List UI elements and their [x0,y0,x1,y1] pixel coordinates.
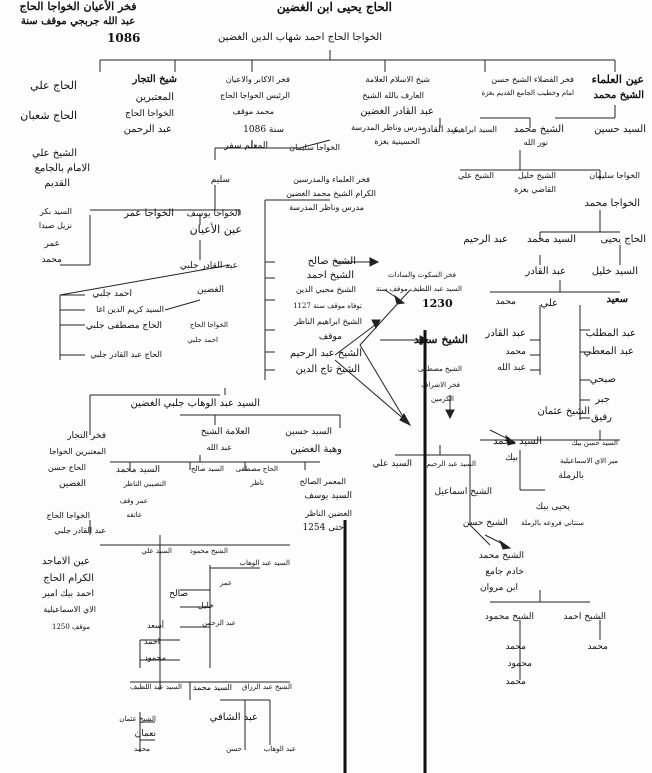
husayniya: الحسينية بغزة [374,137,420,146]
khawaja-sulayman: الخواجا سليمان [589,171,640,180]
fakhr-akabir: فخر الاكابر والاعيان [225,75,290,84]
ghusayn-b: الغضين [197,285,224,295]
imam-khatib: امام وخطيب الجامع القديم بغزة [481,89,574,97]
imam-jami: الامام بالجامع [34,163,90,174]
hajj-hasan: الحاج حسن [47,463,86,472]
salim: سليم [210,175,230,185]
muhammad-e: محمد [587,642,608,652]
rafiq: رفيق [591,412,612,423]
sayyid-abd-wahhab-f: السيد عبد الوهاب [239,559,290,567]
khawaja-umar: الخواجا عمر [124,208,174,219]
abd-qadir-ghusayn: عبد القادر الغضين [360,106,434,117]
mudarris: مدرس وناظر المدرسة [351,123,426,132]
sayyid-husayn-e: السيد حسين [285,427,332,437]
khawaja-muhammad: الخواجا محمد [584,198,640,209]
shaykh-khalil: الشيخ خليل [518,171,556,180]
ghusayn-nazir: الغضين الناظر [305,509,352,518]
root-name: الحاج يحيى ابن الغضين [276,0,392,14]
umar-b: عمر [44,239,60,249]
mir-alay: مير الاي الاسماعيلية [559,457,618,465]
umar-wuqf: عمر وقف [119,497,148,505]
khalil-f: خليل [197,601,214,610]
fakhr-ashraf: فخر الاشراف [421,381,460,389]
abd-muti: عبد المعطي [583,346,634,357]
ghusayn-e: الغضين [59,479,86,489]
shaykh-mahmud: الشيخ محمود [484,612,534,622]
abd-qadir-a2: عبد القادر [525,266,566,277]
abd-rahman: عبد الرحمن [123,124,172,135]
wahba: وهبة الغضين [290,444,342,455]
shaykh-islam: شيخ الاسلام العلامة [365,75,430,84]
abd-allah-e: عبد الله [206,443,232,452]
mahmud-e: محمود [507,659,532,669]
khawaja-yusuf: الخواجا يوسف [186,209,240,219]
nazir: ناظر [250,479,264,487]
muhammad-e3: محمد [505,677,526,687]
shaykh-hasan: الشيخ حسن [462,518,508,528]
abd-mutalib: عبد المطلب [585,328,636,339]
said: سعيد [606,294,628,305]
abd-allah-d: عبد الله [497,363,526,373]
qadim: القديم [44,178,70,189]
shaykh-uthman: الشيخ عثمان [537,406,590,417]
top-left-year: 1086 [107,31,141,45]
ayn-aayan: عين الأعيان [189,223,242,236]
ayn-ulama: عين العلماء [591,73,644,86]
shaykh-said: الشيخ سعيد [413,333,468,346]
abd-shafi: عبد الشافي [209,712,258,723]
muallim-safar: المعلم سفر [224,141,268,151]
salih-f: صالح [169,589,188,599]
hasan-f: حسن [226,745,242,753]
yahya-bek: يحيى بيك [535,502,570,512]
root-son: الخواجا الحاج احمد شهاب الدين الغضين [218,32,382,43]
ayn-amajid: عين الاماجد [41,556,90,567]
shaykh-taj: الشيخ تاج الدين [295,364,360,375]
numan-f: نعمان [134,729,156,739]
shaykh-muhammad-nur: الشيخ محمد [513,124,564,135]
hajj-ali: الحاج علي [30,79,77,92]
sayyid-abd-latif-f: السيد عبد اللطيف [129,683,182,691]
sana-1086: سنة 1086 [243,125,284,135]
alay: الاي الاسماعيلية [43,605,96,614]
mudarris-b: مدرس وناظر المدرسة [289,203,364,212]
ahmad-jalabi-b: احمد جلبي [187,336,218,344]
muhammad-mawqif: محمد موقف [232,107,274,116]
abd-qadir-jalabi-e: عبد القادر جلبي [54,526,106,535]
kiram: الكرمين [431,395,454,403]
muhammad-d: محمد [495,297,516,307]
ibn-marwan: ابن مروان [480,583,518,593]
sayyid-abd-rahim: السيد عبد الرحيم [426,460,476,468]
hatta-1254: حتى 1254 [302,523,344,533]
sayyid-muhammad-a: السيد محمد [526,234,576,245]
shaykh-muhammad-top: الشيخ محمد [593,90,644,101]
sayyid-ali-f: السيد علي [141,547,172,555]
muhammad-f: محمد [134,745,150,753]
shaykh-uthman-f: الشيخ عثمان [119,715,156,723]
shaykh-mahmud-f: الشيخ محمود [189,547,228,555]
abd-qadir-jalabi: عبد القادر جلبي [179,261,238,271]
ahmad-bek: احمد بيك امير [42,589,94,599]
sayyid-muhammad-d: السيد محمد [492,436,542,447]
abd-qadir-jalabi2: الحاج عبد القادر جلبي [90,350,162,359]
shaykh-muhyi: الشيخ محيي الدين [295,285,356,294]
sayyid-bakr: السيد بكر [39,207,72,216]
abd-rahim-a: عبد الرحيم [463,234,508,245]
abd-qadir-d: عبد القادر [485,328,526,339]
mawqif-c: موقف [318,332,342,342]
tawaffa: توفاه موقف سنة 1127 [293,302,362,310]
mimar-salih: المعمر الصالح [299,477,346,486]
fakhr-fudala: فخر الفضلاء الشيخ حسن [491,75,574,84]
atiqa: عاتقه [126,511,142,519]
ahmad-f: احمد [144,637,160,646]
muhammad-d2: محمد [505,347,526,357]
sayyid-salih: السيد صالح [190,465,224,473]
muhammad-e2: محمد [505,642,526,652]
shaykh-tujjar: شيخ التجار [132,74,177,85]
jabr: جبر [595,394,610,405]
fakhr-tujjar: فخر التجار [67,431,106,441]
shaykh-ibrahim: الشيخ ابراهيم الناظر [294,317,362,326]
kiram-hajj: الكرام الحاج [43,573,94,584]
shaykh-abd-rahim: الشيخ عبد الرحيم [289,348,362,359]
mutabarin: المعتبرين [135,92,174,103]
sayyid-khalil: السيد خليل [591,266,638,277]
abd-qadir-a: عبد القادر [422,125,459,135]
sayyid-yusuf: السيد يوسف [304,491,352,501]
sayyid-ibrahim: السيد ابراهيم [453,125,497,134]
shaykh-salih: الشيخ صالح [307,256,356,267]
mustafa-jalabi: الحاج مصطفى جلبي [85,321,162,331]
shaykh-ahmad-e: الشيخ احمد [563,612,606,622]
nur-allah: نور الله [523,138,548,147]
abd-wahhab-f: عبد الوهاب [263,745,296,753]
abd-rahman-f: عبد الرحمن [202,619,236,627]
hajj-yahya: الحاج يحيى [600,234,646,245]
sayyid-husayn-a: السيد حسين [594,124,646,135]
muhammad-b: محمد [41,255,62,265]
ahmad-jalabi: احمد جلبي [92,289,132,299]
top-left-name: عبد الله جربجي موقف سنة [20,16,136,27]
sannat: سنتاني فروعه بالرملة [521,519,584,527]
nasibi: النصيبي الناظر [123,480,166,488]
top-left-title: فخر الأعيان الخواجا الحاج [19,0,137,13]
arif-billah: العارف بالله الشيخ [362,91,424,100]
shaykh-muhammad-k: الشيخ محمد [478,551,524,561]
hajj-mustafa: الحاج مصطفى [235,465,278,473]
khawaja-sulayman-b: الخواجا سليمان [289,143,340,152]
sayyid-husayn-bek: السيد حسن بيك [571,439,618,447]
sayyid-abd-latif: السيد عبد اللطيف موقف سنة [375,285,462,293]
fakhr-ulama: فخر العلماء والمدرسين [293,175,370,184]
bil-ramla: بالرملة [558,471,584,481]
rais: الرئيس الخواجا الحاج [220,91,290,100]
mahmud-f: محمود [144,653,166,662]
nazil-sayda: نزيل صيدا [38,221,72,230]
sayyid-muhammad-f: السيد محمد [192,683,232,692]
hajj-shaban: الحاج شعبان [20,109,77,122]
qadi-ghazza: القاضي بغزة [514,185,556,194]
shaykh-ahmad: الشيخ احمد [306,270,354,281]
khawaja-hajj-b: الخواجا الحاج [189,321,228,329]
karim-din: السيد كريم الدين اغا [96,305,164,314]
shaykh-ismail: الشيخ اسماعيل [434,487,492,497]
khadim: خادم جامع [485,567,524,577]
umar-f: عمر [219,579,232,587]
khawaja-hajj: الخواجا الحاج [125,109,174,119]
ali-d: علي [540,298,558,309]
sayyid-abd-wahhab: السيد عبد الوهاب جلبي الغضين [130,398,260,409]
bek-d: بيك [505,453,518,463]
shaykh-mustafa: الشيخ مصطفى [417,365,462,373]
khawaja-hajj-e: الخواجا الحاج [46,511,90,520]
shaykh-abd-razzaq: الشيخ عبد الرزاق [241,683,292,691]
year-1230: 1230 [422,297,453,310]
mutabarin-e: المعتبرين الخواجا [49,447,106,456]
karam-muhammad: الكرام الشيخ محمد الغضين [286,189,376,198]
shaykh-ali-a: الشيخ علي [457,171,494,180]
sayyid-muhammad-e: السيد محمد [115,465,160,475]
subhi: صبحي [589,374,616,385]
allama: العلامة الشيخ [200,427,250,437]
fakhr-sadat: فخر السكوت والسادات [387,271,456,279]
asad-f: أسعد [147,621,164,630]
shaykh-ali-imam: الشيخ علي [31,148,77,159]
sayyid-ali: السيد علي [372,459,412,469]
mawqif-1250: موقف 1250 [51,623,90,631]
